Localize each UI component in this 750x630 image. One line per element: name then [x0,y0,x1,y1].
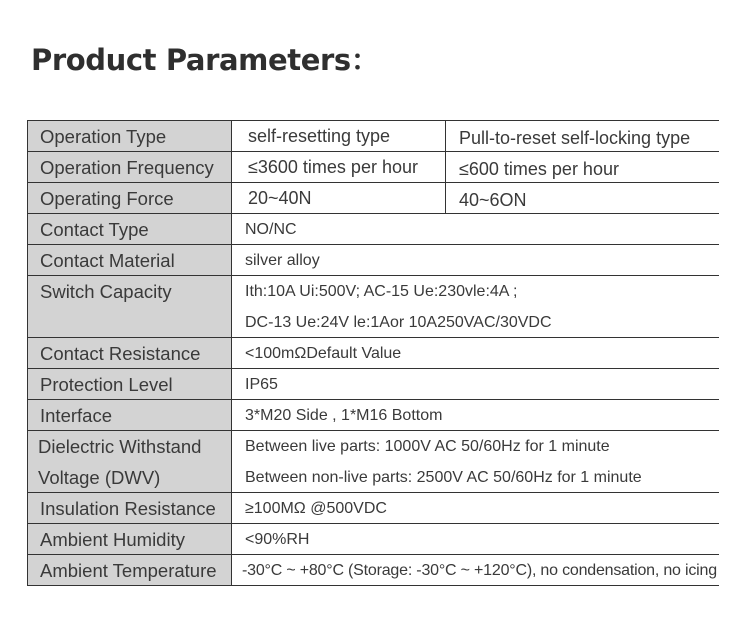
row-value-line-1: Ith:10A Ui:500V; AC-15 Ue:230vle:4A ; [245,283,518,300]
value-self-resetting: ≤3600 times per hour [232,152,446,182]
row-label: Switch Capacity [40,281,172,302]
table-row-operation-frequency [27,152,719,183]
table-row-contact-resistance [27,338,719,369]
row-value: silver alloy [245,252,320,269]
row-value: -30°C ~ +80°C (Storage: -30°C ~ +120°C), no condensation, no icing [242,562,717,579]
row-value: <100mΩDefault Value [245,345,402,362]
row-value: <90%RH [245,531,310,548]
row-label: Ambient Temperature [27,555,232,585]
row-label: Ambient Humidity [27,524,232,554]
table-row-operation-type [27,121,719,152]
row-label-line-2: Voltage (DWV) [38,467,161,488]
row-value: ≥100MΩ @500VDC [245,500,387,517]
table-row-operating-force [27,183,719,214]
table-row-dielectric-withstand [27,431,719,493]
row-label: Operating Force [27,183,232,213]
table-row-interface [27,400,719,431]
row-label: Operation Type [27,121,232,151]
row-value: 3*M20 Side , 1*M16 Bottom [245,407,443,424]
value-self-locking: ≤600 times per hour [459,159,619,179]
value-self-resetting: 20~40N [232,183,446,213]
table-row-protection-level [27,369,719,400]
table-row-ambient-temperature [27,555,719,586]
row-label: Interface [27,400,232,430]
value-self-locking: Pull-to-reset self-locking type [459,128,691,148]
row-value: NO/NC [245,221,297,238]
parameters-table [27,120,719,586]
row-label: Contact Type [27,214,232,244]
row-label: Operation Frequency [27,152,232,182]
row-value-line-2: DC-13 Ue:24V le:1Aor 10A250VAC/30VDC [245,314,552,331]
page-title: Product Parameters： [31,43,380,77]
table-row-ambient-humidity [27,524,719,555]
value-self-locking: 40~6ON [459,190,527,210]
row-label-line-1: Dielectric Withstand [38,436,202,457]
table-row-switch-capacity [27,276,719,338]
value-self-resetting: self-resetting type [232,121,446,151]
row-label: Contact Material [27,245,232,275]
row-value: IP65 [245,376,278,393]
row-label: Contact Resistance [27,338,232,368]
row-value-line-2: Between non-live parts: 2500V AC 50/60Hz for 1 minute [245,469,642,486]
row-label: Protection Level [27,369,232,399]
table-row-contact-material [27,245,719,276]
table-row-insulation-resistance [27,493,719,524]
row-value-line-1: Between live parts: 1000V AC 50/60Hz for 1 minute [245,438,610,455]
table-row-contact-type [27,214,719,245]
row-label: Insulation Resistance [27,493,232,523]
